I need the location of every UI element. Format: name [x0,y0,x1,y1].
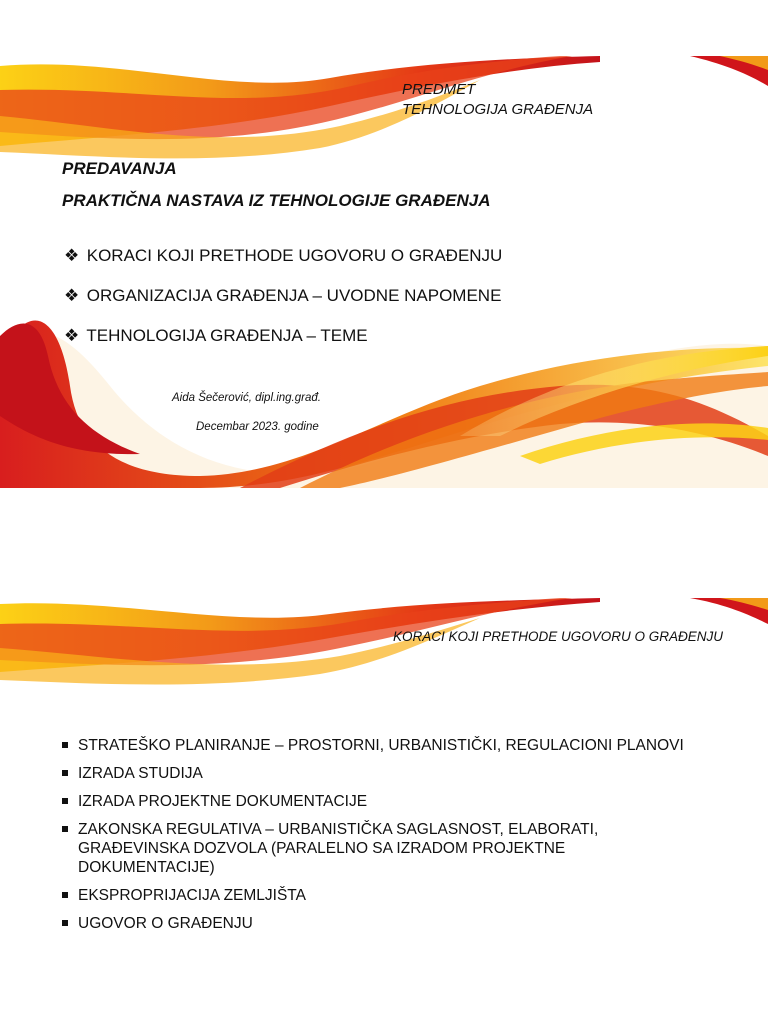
topic-label: ORGANIZACIJA GRAĐENJA – UVODNE NAPOMENE [86,286,502,305]
list-item-label: STRATEŠKO PLANIRANJE – PROSTORNI, URBANISTIČKI, REGULACIONI PLANOVI [78,737,684,754]
subject-name: TEHNOLOGIJA GRAĐENJA [402,101,594,118]
slide-gap [0,488,768,598]
list-item [62,914,742,933]
slide-header: KORACI KOJI PRETHODE UGOVORU O GRAĐENJU [393,629,724,644]
topic-item [64,245,502,267]
square-bullet-icon [62,826,68,832]
list-item [62,886,742,905]
author-line: Aida Šečerović, dipl.ing.građ. [172,392,321,404]
bullet-list [62,736,742,942]
list-item-label: ZAKONSKA REGULATIVA – URBANISTIČKA SAGLASNOST, ELABORATI, GRAĐEVINSKA DOZVOLA (PARALELNO SA IZRADOM PROJEKTNE DOKUMENTACIJE) [78,821,599,876]
date-line: Decembar 2023. godine [196,421,319,433]
list-item-label: EKSPROPRIJACIJA ZEMLJIŠTA [78,887,306,904]
page-title: PREDAVANJA [62,159,177,178]
list-item [62,792,742,811]
diamond-bullet-icon: ❖ [64,246,80,265]
square-bullet-icon [62,798,68,804]
page-subtitle: PRAKTIČNA NASTAVA IZ TEHNOLOGIJE GRAĐENJA [62,191,491,210]
decorative-wave-graphic [0,56,768,488]
slide-content [0,598,768,1024]
square-bullet-icon [62,742,68,748]
list-item [62,764,742,783]
square-bullet-icon [62,892,68,898]
list-item-label: UGOVOR O GRAĐENJU [78,915,253,932]
slide-title [0,56,768,488]
diamond-bullet-icon: ❖ [64,326,80,345]
list-item-label: IZRADA STUDIJA [78,765,203,782]
list-item [62,736,742,755]
list-item-label: IZRADA PROJEKTNE DOKUMENTACIJE [78,793,368,810]
topic-item [64,285,501,307]
topic-label: TEHNOLOGIJA GRAĐENJA – TEME [86,326,368,345]
diamond-bullet-icon: ❖ [64,286,80,305]
square-bullet-icon [62,770,68,776]
subject-label: PREDMET [402,81,476,98]
list-item [62,820,618,877]
topic-item [64,325,368,347]
square-bullet-icon [62,920,68,926]
topic-label: KORACI KOJI PRETHODE UGOVORU O GRAĐENJU [86,246,503,265]
